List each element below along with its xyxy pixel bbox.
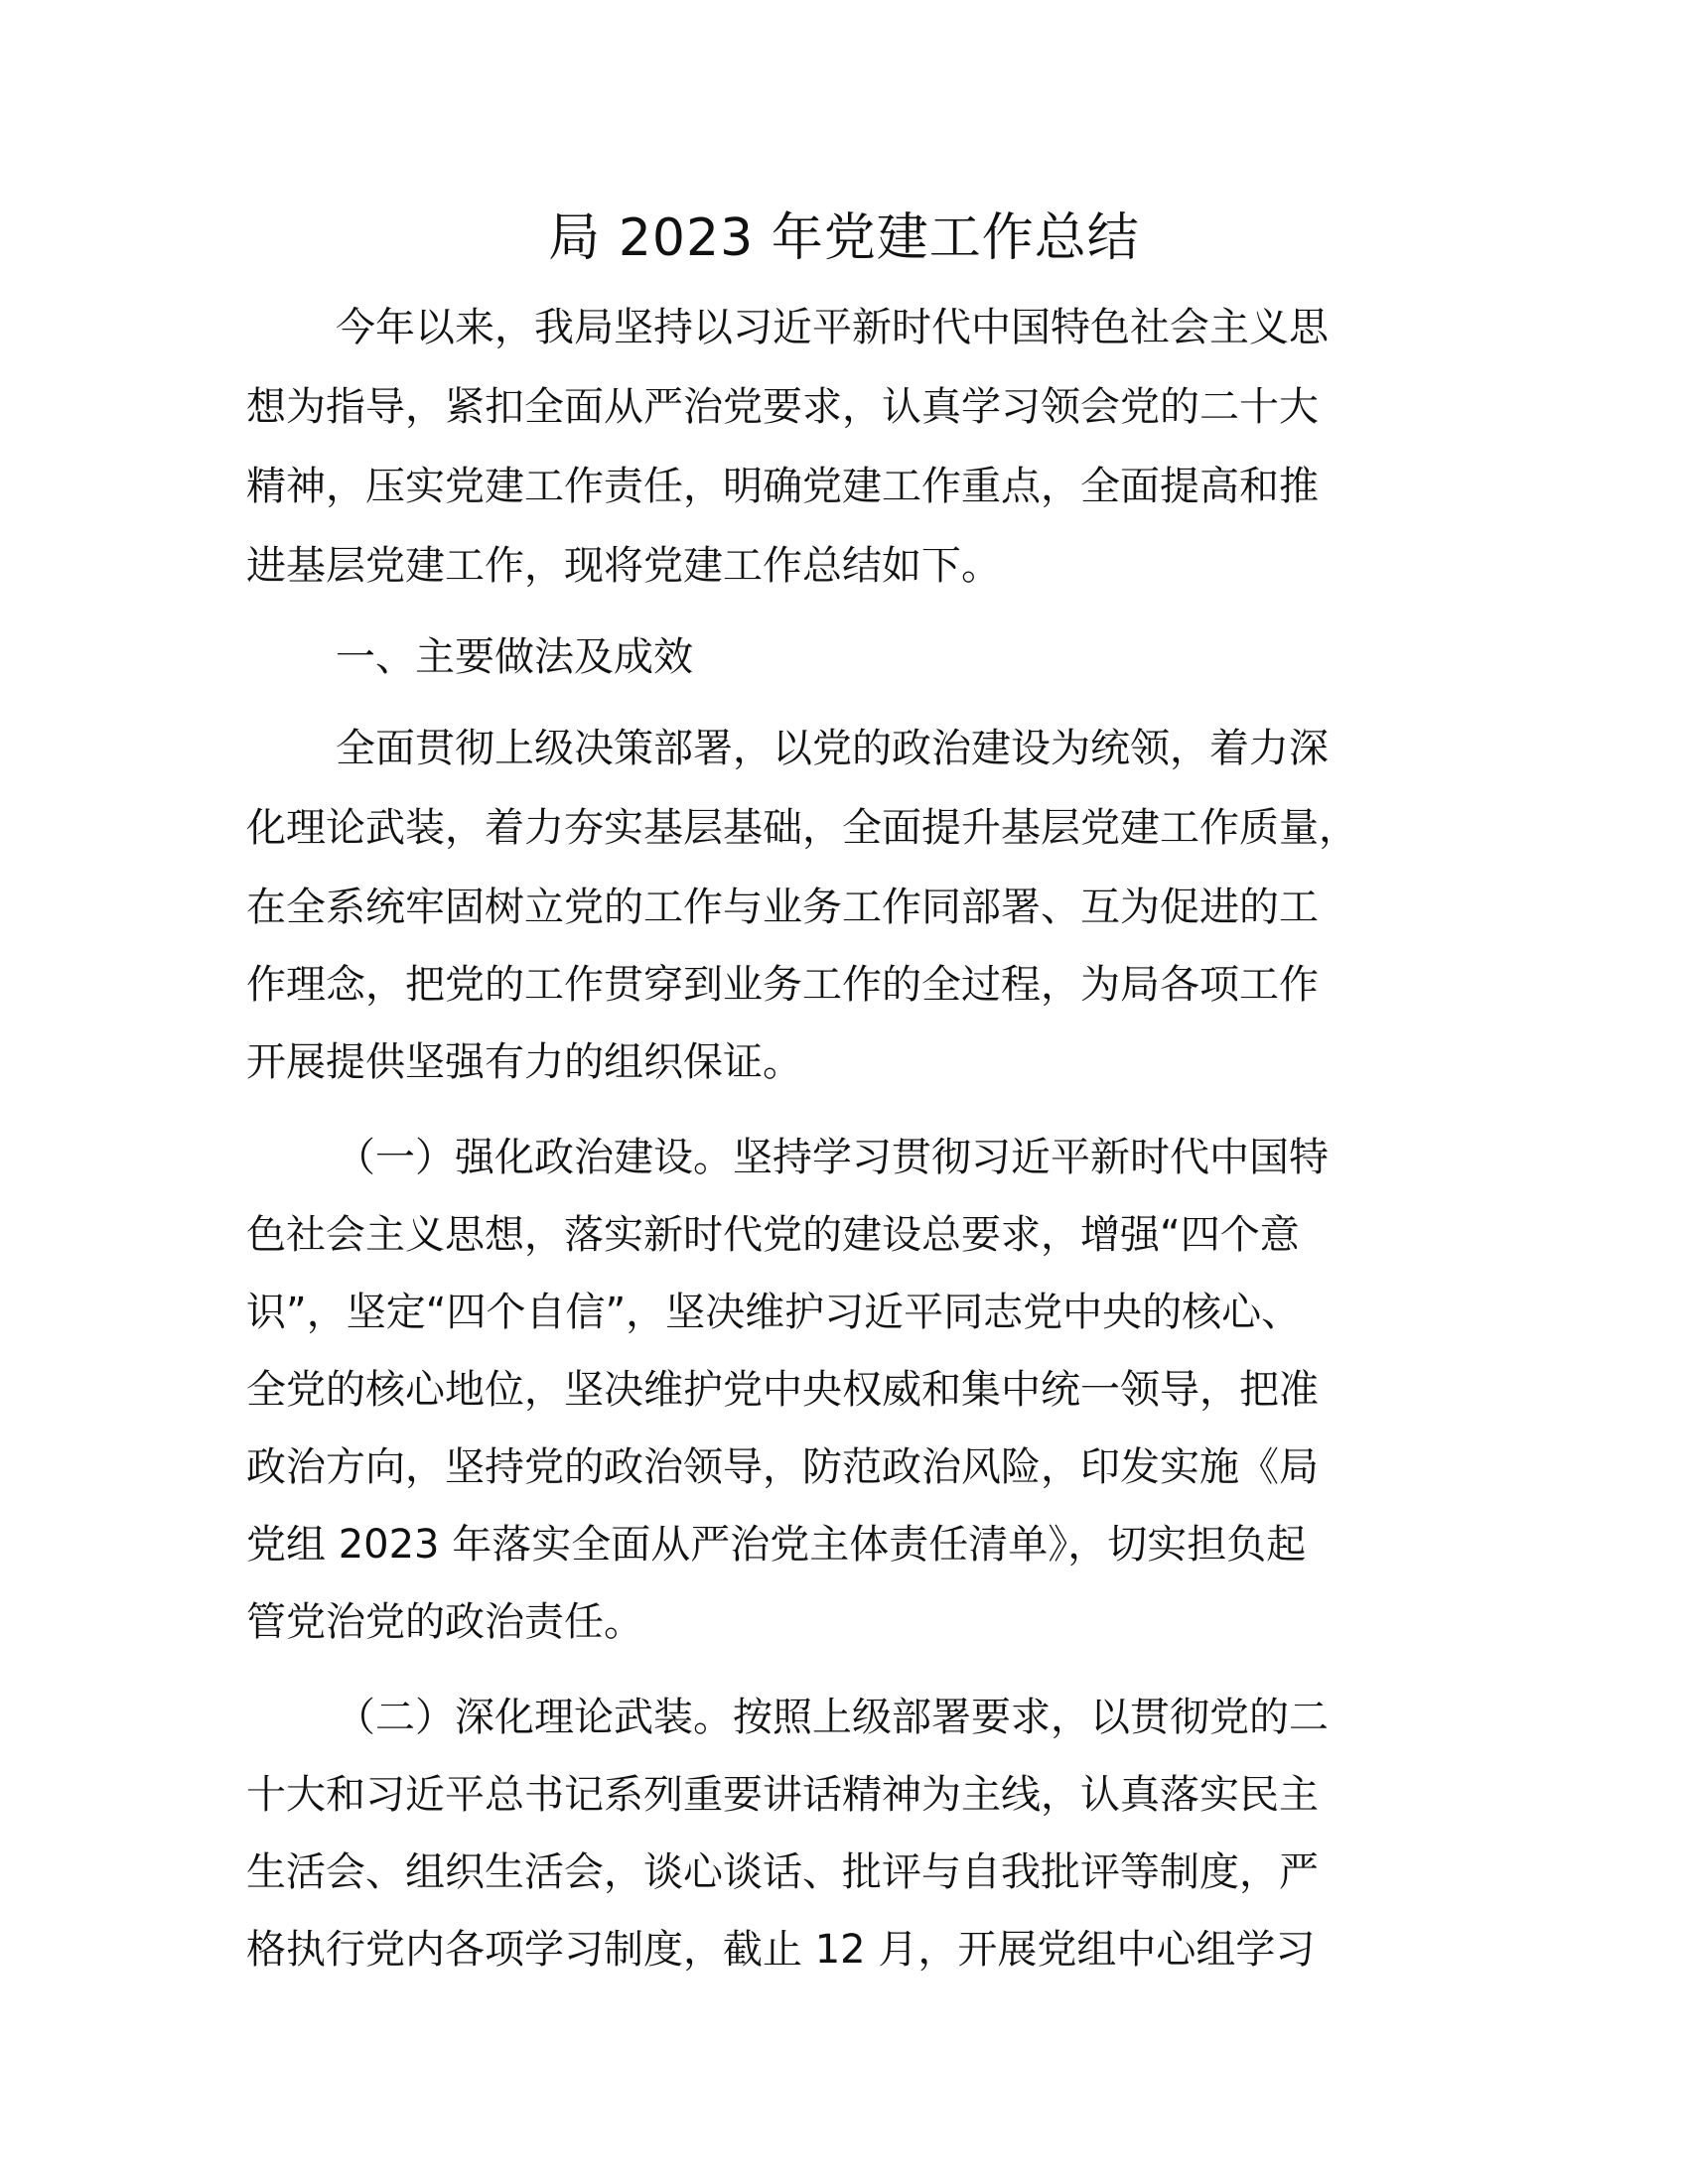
section-line-2: 化理论武装，着力夯实基层基础，全面提升基层党建工作质量，: [246, 805, 1358, 851]
section-line-5: 开展提供坚强有力的组织保证。: [246, 1039, 802, 1085]
section-line-4: 作理念，把党的工作贯穿到业务工作的全过程，为局各项工作: [246, 962, 1319, 1008]
item1-line-2: 色社会主义思想，落实新时代党的建设总要求，增强“四个意: [246, 1212, 1300, 1258]
intro-line-2: 想为指导，紧扣全面从严治党要求，认真学习领会党的二十大: [246, 384, 1319, 430]
section-heading: 一、主要做法及成效: [336, 634, 693, 680]
intro-line-3: 精神，压实党建工作责任，明确党建工作重点，全面提高和推: [246, 464, 1319, 509]
item1-line-1: （一）强化政治建设。坚持学习贯彻习近平新时代中国特: [336, 1135, 1329, 1180]
item1-line-7: 管党治党的政治责任。: [246, 1599, 643, 1645]
item2-line-1: （二）深化理论武装。按照上级部署要求，以贯彻党的二: [336, 1695, 1329, 1740]
document-title: 局 2023 年党建工作总结: [548, 208, 1140, 268]
item1-line-3: 识”，坚定“四个自信”，坚决维护习近平同志党中央的核心、: [246, 1290, 1302, 1335]
item1-line-6: 党组 2023 年落实全面从严治党主体责任清单》，切实担负起: [246, 1522, 1307, 1568]
item1-line-4: 全党的核心地位，坚决维护党中央权威和集中统一领导，把准: [246, 1367, 1319, 1413]
intro-line-4: 进基层党建工作，现将党建工作总结如下。: [246, 543, 1001, 589]
item2-line-3: 生活会、组织生活会，谈心谈话、批评与自我批评等制度，严: [246, 1849, 1319, 1895]
item2-line-2: 十大和习近平总书记系列重要讲话精神为主线，认真落实民主: [246, 1772, 1319, 1818]
section-line-1: 全面贯彻上级决策部署，以党的政治建设为统领，着力深: [336, 726, 1329, 771]
intro-line-1: 今年以来，我局坚持以习近平新时代中国特色社会主义思: [336, 305, 1329, 350]
item1-line-5: 政治方向，坚持党的政治领导，防范政治风险，印发实施《局: [246, 1444, 1319, 1490]
item2-line-4: 格执行党内各项学习制度，截止 12 月，开展党组中心组学习: [246, 1927, 1316, 1973]
section-line-3: 在全系统牢固树立党的工作与业务工作同部署、互为促进的工: [246, 885, 1319, 930]
